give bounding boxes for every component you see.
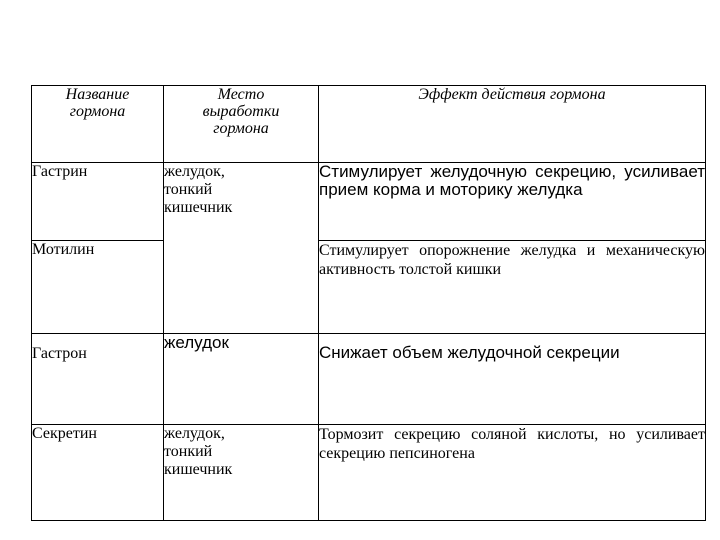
hormone-effect-cell: Тормозит секрецию соляной кислоты, но усиливает секрецию пепсиногена — [319, 425, 706, 521]
table-row — [32, 425, 706, 521]
hormone-table — [31, 85, 706, 521]
header-production-site: Место выработки гормона — [164, 86, 319, 163]
production-site-cell: желудок — [164, 334, 319, 425]
table-row — [32, 241, 706, 334]
production-site-cell: желудок, тонкий кишечник — [164, 425, 319, 521]
table-row — [32, 163, 706, 241]
hormone-effect-cell: Снижает объем желудочной секреции — [319, 334, 706, 425]
header-hormone-name: Название гормона — [32, 86, 164, 163]
hormone-name-cell: Гастрин — [32, 163, 164, 241]
hormone-effect-cell: Стимулирует желудочную секрецию, усиливает прием корма и моторику желудка — [319, 163, 706, 241]
header-hormone-effect: Эффект действия гормона — [319, 86, 706, 163]
hormone-name-cell: Гастрон — [32, 334, 164, 425]
table-row — [32, 334, 706, 425]
hormone-effect-cell: Стимулирует опорожнение желудка и механическую активность толстой кишки — [319, 241, 706, 334]
hormone-name-cell: Мотилин — [32, 241, 164, 334]
table-header-row — [32, 86, 706, 163]
hormone-name-cell: Секретин — [32, 425, 164, 521]
production-site-cell: желудок, тонкий кишечник — [164, 163, 319, 334]
